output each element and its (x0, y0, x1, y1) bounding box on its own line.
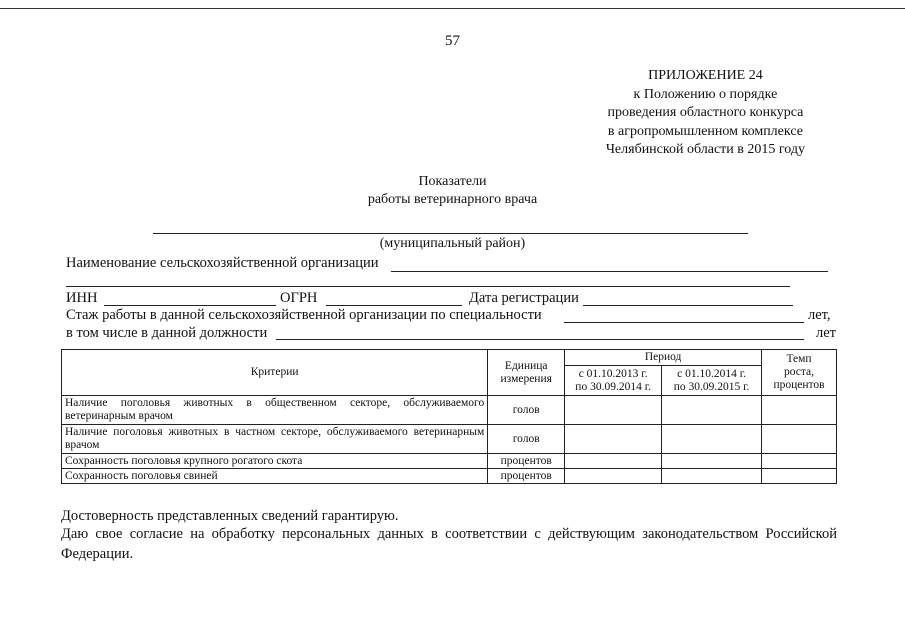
period-2-value-cell[interactable] (662, 469, 762, 484)
period-1-line: с 01.10.2013 г. (578, 367, 648, 380)
position-label: в том числе в данной должности (66, 325, 268, 341)
inn-field[interactable] (104, 305, 276, 306)
municipal-district-line (153, 233, 748, 234)
period-2-value-cell[interactable] (662, 425, 762, 454)
table-row (62, 454, 837, 469)
appendix-line: к Положению о порядке (633, 86, 778, 102)
period-2-line: по 30.09.2015 г. (673, 380, 750, 393)
title-line: работы ветеринарного врача (367, 192, 538, 207)
years-label: лет, (808, 307, 831, 323)
org-name-field[interactable] (391, 271, 828, 272)
period-1-line: по 30.09.2014 г. (575, 380, 651, 393)
period-2-header (662, 366, 762, 396)
unit-cell: процентов (488, 454, 565, 469)
growth-rate-value-cell[interactable] (762, 425, 837, 454)
period-1-value-cell[interactable] (565, 396, 662, 425)
period-header: Период (565, 350, 762, 366)
period-2-value-cell[interactable] (662, 454, 762, 469)
appendix-line: в агропромышленном комплексе (607, 123, 803, 139)
growth-header-line: процентов (773, 379, 825, 391)
inn-label: ИНН (66, 290, 98, 306)
period-1-value-cell[interactable] (565, 469, 662, 484)
unit-cell: голов (488, 425, 565, 454)
scan-edge-line (0, 8, 905, 9)
period-2-line: с 01.10.2014 г. (677, 367, 747, 380)
period-1-value-cell[interactable] (565, 425, 662, 454)
experience-field[interactable] (564, 322, 804, 323)
unit-cell: голов (488, 396, 565, 425)
org-name-label: Наименование сельскохозяйственной организации (66, 255, 379, 271)
footer-guarantee: Достоверность представленных сведений гарантирую. (61, 508, 399, 524)
unit-header-line: Единица (504, 359, 548, 372)
reg-date-label: Дата регистрации (469, 290, 579, 306)
appendix-line: ПРИЛОЖЕНИЕ 24 (648, 68, 763, 83)
criterion-cell: Сохранность поголовья свиней (62, 469, 488, 484)
criterion-cell: Сохранность поголовья крупного рогатого скота (62, 454, 488, 469)
title-line: Показатели (418, 174, 487, 189)
growth-header-line: Темп (786, 353, 812, 365)
municipal-caption: (муниципальный район) (379, 236, 526, 251)
unit-cell: процентов (488, 469, 565, 484)
appendix-header (606, 67, 805, 160)
criteria-table (61, 349, 837, 484)
ogrn-field[interactable] (326, 305, 462, 306)
unit-header-line: измерения (500, 372, 552, 385)
ogrn-label: ОГРН (280, 290, 318, 306)
position-experience-field[interactable] (276, 339, 804, 340)
document-title (0, 173, 905, 209)
criteria-header: Критерии (62, 350, 488, 396)
unit-header (488, 350, 565, 396)
footer-consent: Даю свое согласие на обработку персональных данных в соответствии с действующим законодательством Российской Федерации. (61, 526, 837, 562)
growth-header-line: роста, (783, 366, 815, 378)
table-row (62, 396, 837, 425)
growth-rate-value-cell[interactable] (762, 469, 837, 484)
appendix-line: Челябинской области в 2015 году (605, 142, 805, 157)
experience-label: Стаж работы в данной сельскохозяйственной организации по специальности (66, 307, 542, 323)
years-label-2: лет (816, 325, 837, 341)
period-1-header (565, 366, 662, 396)
table-row (62, 469, 837, 484)
page-number: 57 (445, 33, 460, 49)
table-row (62, 425, 837, 454)
appendix-line: проведения областного конкурса (607, 105, 804, 120)
growth-rate-header (762, 350, 837, 396)
reg-date-field[interactable] (583, 305, 793, 306)
growth-rate-value-cell[interactable] (762, 396, 837, 425)
org-name-continuation-line[interactable] (66, 286, 790, 287)
period-2-value-cell[interactable] (662, 396, 762, 425)
growth-rate-value-cell[interactable] (762, 454, 837, 469)
criterion-cell: Наличие поголовья животных в общественном секторе, обслуживаемого ветеринарным врачом (62, 396, 488, 425)
period-1-value-cell[interactable] (565, 454, 662, 469)
criterion-cell: Наличие поголовья животных в частном секторе, обслуживаемого ветеринарным врачом (62, 425, 488, 454)
